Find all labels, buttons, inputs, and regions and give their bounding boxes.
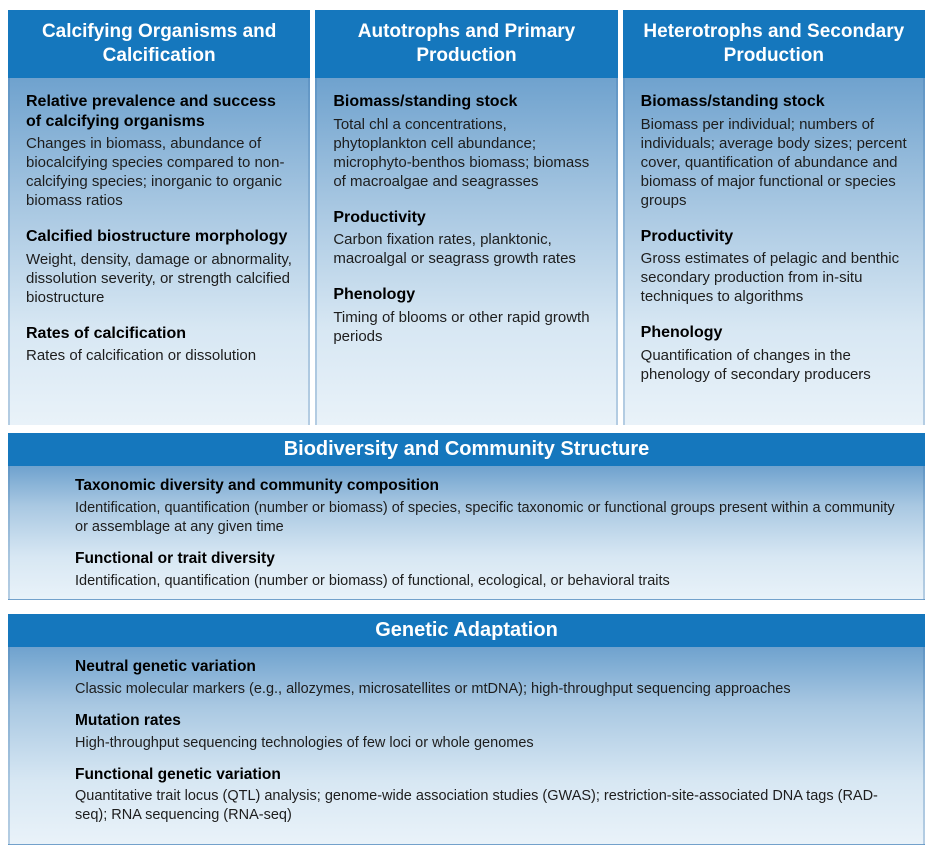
entry-body: Identification, quantification (number or biomass) of species, specific taxonomic or functional groups present within a community or assemblage at any given time [75, 499, 895, 535]
entry-heading: Taxonomic diversity and community composition [75, 477, 440, 494]
entry-biomass-standing-stock [641, 92, 909, 210]
entry-body: High-throughput sequencing technologies of few loci or whole genomes [75, 734, 534, 751]
column-title: Calcifying Organisms and Calcification [41, 21, 277, 66]
entry-calcified-biostructure [26, 227, 294, 307]
entry-heading: Biomass/standing stock [333, 93, 518, 110]
column-header-heterotrophs [623, 10, 925, 78]
entry-body: Identification, quantification (number or biomass) of functional, ecological, or behavioral traits [75, 572, 670, 589]
entry-heading: Mutation rates [75, 711, 181, 729]
entry-body: Classic molecular markers (e.g., allozymes, microsatellites or mtDNA); high-throughput sequencing approaches [75, 680, 791, 697]
entry-body: Biomass per individual; numbers of individuals; average body sizes; percent cover, quantification of abundance and biomass of major functional or species groups [640, 115, 907, 209]
entry-productivity [641, 227, 909, 307]
entry-heading: Rates of calcification [26, 324, 187, 342]
entry-heading: Productivity [640, 227, 734, 245]
entry-heading: Phenology [333, 286, 416, 304]
entry-body: Quantitative trait locus (QTL) analysis; genome-wide association studies (GWAS); restriction-site-associated DNA tags (RAD-seq); RNA sequencing (RNA-seq) [75, 788, 878, 824]
entry-body: Weight, density, damage or abnormality, dissolution severity, or strength calcified biostructure [26, 250, 292, 306]
entry-body: Quantification of changes in the phenology of secondary producers [640, 346, 871, 383]
entry-functional-genetic-variation [75, 766, 899, 826]
entry-heading: Biomass/standing stock [640, 93, 825, 110]
column-body-heterotrophs [623, 78, 925, 425]
entry-heading: Functional genetic variation [75, 765, 281, 783]
column-title: Heterotrophs and Secondary Production [643, 21, 905, 66]
entry-heading: Calcified biostructure morphology [26, 228, 288, 246]
entry-heading: Phenology [640, 324, 723, 342]
column-body-autotrophs [315, 78, 617, 425]
entry-heading: Functional or trait diversity [75, 549, 275, 567]
entry-body: Timing of blooms or other rapid growth periods [333, 308, 590, 345]
entry-body: Total chl a concentrations, phytoplankton cell abundance; microphyto-benthos biomass; biomass of macroalgae and seagrasses [333, 115, 590, 190]
entry-body: Gross estimates of pelagic and benthic secondary production from in-situ techniques to algorithms [640, 250, 900, 306]
section-header-biodiversity [8, 433, 925, 466]
entry-relative-prevalence [26, 92, 294, 210]
column-calcifying-organisms [8, 10, 310, 425]
entry-body: Carbon fixation rates, planktonic, macroalgal or seagrass growth rates [333, 231, 576, 268]
column-header-calcifying [8, 10, 310, 78]
column-title: Autotrophs and Primary Production [357, 21, 576, 66]
entry-body: Changes in biomass, abundance of biocalcifying species compared to non-calcifying species; inorganic to organic biomass ratios [26, 135, 285, 210]
entry-heading: Relative prevalence and success of calcifying organisms [26, 93, 276, 130]
section-header-genetic-adaptation [8, 614, 925, 647]
entry-heading: Neutral genetic variation [75, 658, 256, 675]
section-title: Biodiversity and Community Structure [283, 438, 650, 460]
column-heterotrophs [623, 10, 925, 425]
entry-neutral-genetic-variation [75, 658, 899, 699]
entry-biomass-standing-stock [333, 92, 601, 191]
section-body-biodiversity [8, 466, 925, 600]
section-body-genetic-adaptation [8, 647, 925, 845]
section-genetic-adaptation [8, 614, 925, 845]
column-header-autotrophs [315, 10, 617, 78]
entry-phenology [333, 285, 601, 346]
entry-taxonomic-diversity [75, 477, 899, 537]
section-biodiversity [8, 433, 925, 600]
section-title: Genetic Adaptation [375, 619, 558, 641]
entry-functional-trait-diversity [75, 550, 899, 591]
entry-body: Rates of calcification or dissolution [26, 347, 257, 365]
entry-productivity [333, 208, 601, 269]
column-autotrophs [315, 10, 617, 425]
entry-rates-of-calcification [26, 324, 294, 366]
entry-mutation-rates [75, 712, 899, 753]
entry-heading: Productivity [333, 208, 426, 226]
top-columns-row [8, 10, 925, 425]
column-body-calcifying [8, 78, 310, 425]
entry-phenology [641, 323, 909, 384]
